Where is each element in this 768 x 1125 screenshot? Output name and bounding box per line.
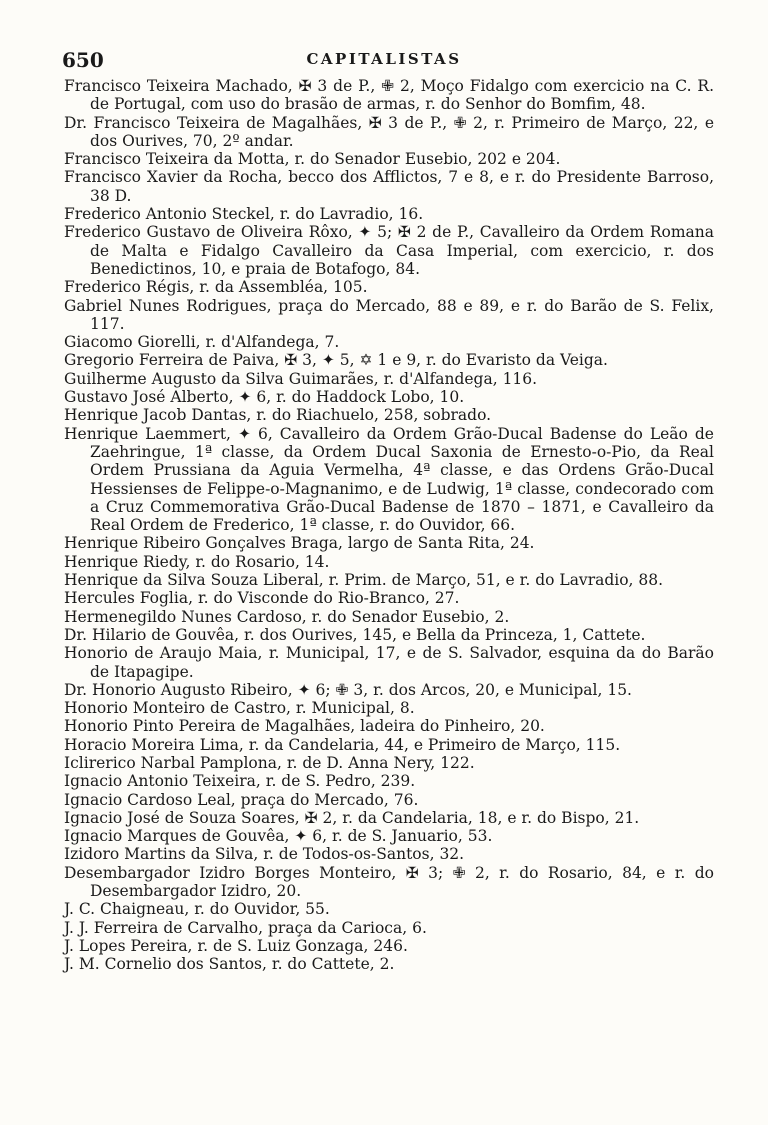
directory-entry: Ignacio Cardoso Leal, praça do Mercado, 76. xyxy=(64,790,419,809)
directory-entry: Henrique Laemmert, ✦ 6, Cavalleiro da Ordem Grão-Ducal Badense do Leão de Zaehringue, 1ª classe, da Ordem Ducal Saxonia de Ernesto-o-Pio, da Real Ordem Prussiana da Aguia Vermelha, 4ª classe, e das Ordens Grão-Ducal Hessienses de Felippe-o-Magnanimo, e de Ludwig, 1ª classe, condecorado com a Cruz Commemorativa Grão-Ducal Badense de 1870 – 1871, e Cavalleiro da Real Ordem de Frederico, 1ª classe, r. do Ouvidor, 66. xyxy=(64,424,714,535)
directory-entry: Ignacio Marques de Gouvêa, ✦ 6, r. de S. Januario, 53. xyxy=(64,827,493,846)
directory-entry: Guilherme Augusto da Silva Guimarães, r. d'Alfandega, 116. xyxy=(64,369,538,388)
directory-entry: Henrique Riedy, r. do Rosario, 14. xyxy=(64,552,330,571)
directory-entry: Ignacio Antonio Teixeira, r. de S. Pedro, 239. xyxy=(64,772,416,791)
directory-entry: Gustavo José Alberto, ✦ 6, r. do Haddock Lobo, 10. xyxy=(64,388,465,407)
directory-entry: J. Lopes Pereira, r. de S. Luiz Gonzaga, 246. xyxy=(64,936,408,955)
directory-entry: Dr. Honorio Augusto Ribeiro, ✦ 6; ✙ 3, r. dos Arcos, 20, e Municipal, 15. xyxy=(64,680,632,699)
directory-entry: Frederico Régis, r. da Assembléa, 105. xyxy=(64,278,368,297)
directory-entry: Desembargador Izidro Borges Monteiro, ✠ 3; ✙ 2, r. do Rosario, 84, e r. do Desembargador Izidro, 20. xyxy=(64,863,714,901)
directory-entry: Giacomo Giorelli, r. d'Alfandega, 7. xyxy=(64,333,340,352)
directory-entry: Honorio de Araujo Maia, r. Municipal, 17, e de S. Salvador, esquina da do Barão de Itapagipe. xyxy=(64,644,714,681)
directory-entry: Ignacio José de Souza Soares, ✠ 2, r. da Candelaria, 18, e r. do Bispo, 21. xyxy=(64,808,640,827)
directory-entry: Henrique Ribeiro Gonçalves Braga, largo de Santa Rita, 24. xyxy=(64,534,535,553)
directory-entry: Horacio Moreira Lima, r. da Candelaria, 44, e Primeiro de Março, 115. xyxy=(64,735,621,754)
page-header xyxy=(0,48,768,72)
directory-entry: Frederico Antonio Steckel, r. do Lavradio, 16. xyxy=(64,205,424,224)
directory-entry: Francisco Teixeira da Motta, r. do Senador Eusebio, 202 e 204. xyxy=(64,150,561,169)
directory-entry: Iclirerico Narbal Pamplona, r. de D. Anna Nery, 122. xyxy=(64,753,475,772)
directory-entry: Francisco Xavier da Rocha, becco dos Afflictos, 7 e 8, e r. do Presidente Barroso, 38 D. xyxy=(64,168,714,205)
directory-entry: Frederico Gustavo de Oliveira Rôxo, ✦ 5; ✠ 2 de P., Cavalleiro da Ordem Romana de Malta e Fidalgo Cavalleiro da Casa Imperial, com exercicio, r. dos Benedictinos, 10, e praia de Botafogo, 84. xyxy=(64,223,714,278)
directory-entry: Dr. Francisco Teixeira de Magalhães, ✠ 3 de P., ✙ 2, r. Primeiro de Março, 22, e dos Ourives, 70, 2º andar. xyxy=(64,113,714,150)
running-title: CAPITALISTAS xyxy=(306,50,462,68)
directory-entry: Honorio Monteiro de Castro, r. Municipal, 8. xyxy=(64,699,415,718)
directory-entry: Gabriel Nunes Rodrigues, praça do Mercado, 88 e 89, e r. do Barão de S. Felix, 117. xyxy=(64,296,714,333)
directory-entry: J. J. Ferreira de Carvalho, praça da Carioca, 6. xyxy=(64,918,427,937)
directory-entry: Dr. Hilario de Gouvêa, r. dos Ourives, 145, e Bella da Princeza, 1, Cattete. xyxy=(64,625,646,644)
directory-entry: Hercules Foglia, r. do Visconde do Rio-Branco, 27. xyxy=(64,589,460,608)
directory-entry: Izidoro Martins da Silva, r. de Todos-os-Santos, 32. xyxy=(64,845,465,864)
directory-entry: Honorio Pinto Pereira de Magalhães, ladeira do Pinheiro, 20. xyxy=(64,717,545,736)
directory-entry: Francisco Teixeira Machado, ✠ 3 de P., ✙ 2, Moço Fidalgo com exercicio na C. R. de Portugal, com uso do brasão de armas, r. do Senhor do Bomfim, 48. xyxy=(64,77,714,114)
page-number: 650 xyxy=(62,48,104,72)
directory-entry: J. M. Cornelio dos Santos, r. do Cattete, 2. xyxy=(64,955,395,974)
directory-entries xyxy=(64,77,714,974)
directory-entry: Gregorio Ferreira de Paiva, ✠ 3, ✦ 5, ✡ 1 e 9, r. do Evaristo da Veiga. xyxy=(64,351,608,370)
directory-entry: Henrique Jacob Dantas, r. do Riachuelo, 258, sobrado. xyxy=(64,406,492,425)
directory-entry: J. C. Chaigneau, r. do Ouvidor, 55. xyxy=(64,900,330,919)
directory-entry: Hermenegildo Nunes Cardoso, r. do Senador Eusebio, 2. xyxy=(64,607,510,626)
directory-entry: Henrique da Silva Souza Liberal, r. Prim. de Março, 51, e r. do Lavradio, 88. xyxy=(64,571,664,590)
